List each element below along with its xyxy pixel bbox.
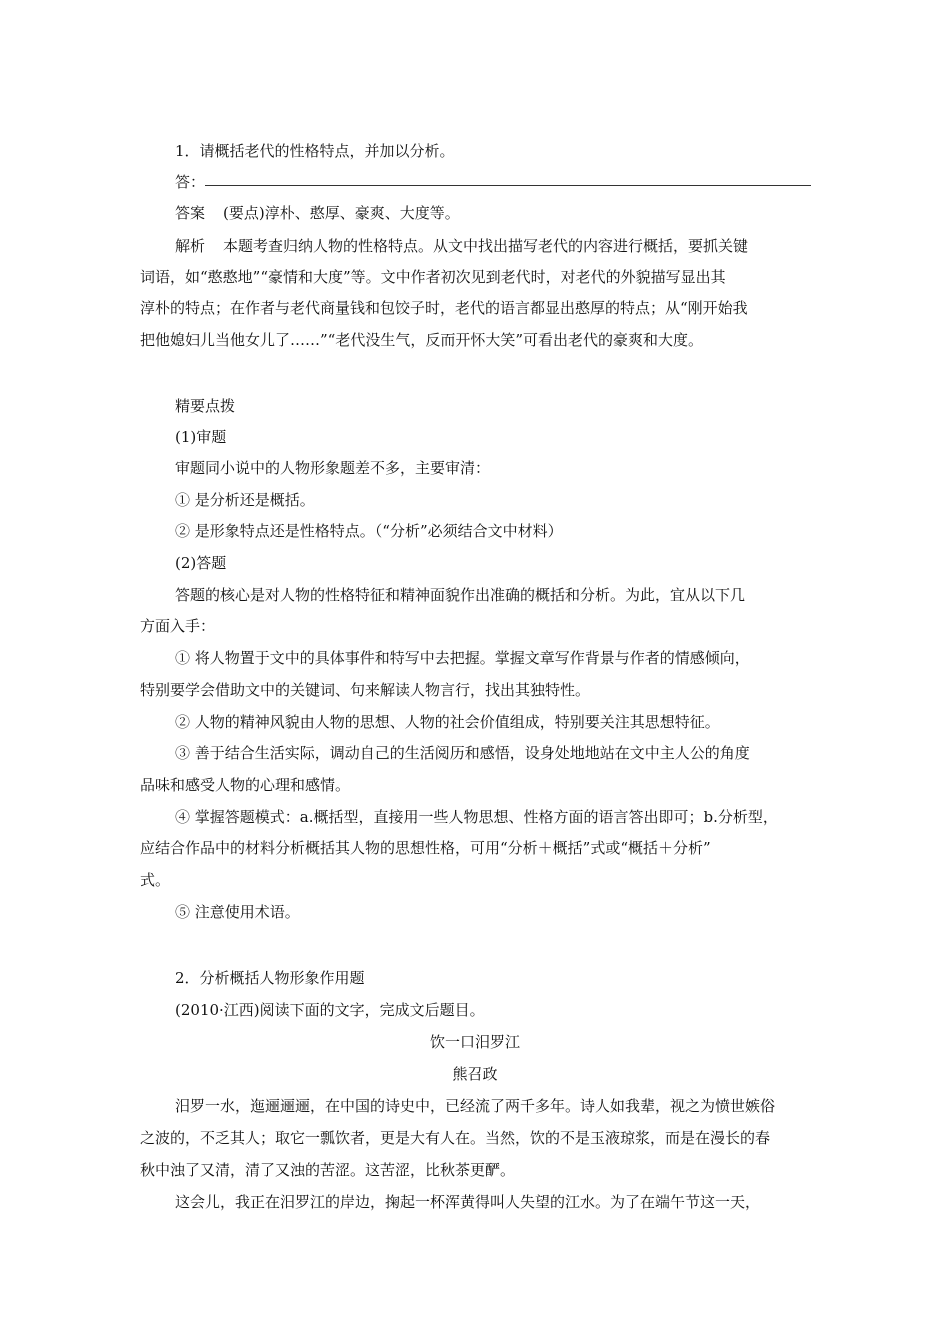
tips-item-3: ③ 善于结合生活实际，调动自己的生活阅历和感悟，设身处地地站在文中主人公的角度 <box>175 744 750 762</box>
tips-sub1: (1)审题 <box>175 428 227 446</box>
tips-item-4: 应结合作品中的材料分析概括其人物的思想性格，可用“分析＋概括”式或“概括＋分析” <box>140 839 711 857</box>
tips-item-4: ④ 掌握答题模式：a.概括型，直接用一些人物思想、性格方面的语言答出即可；b.分析型， <box>175 808 778 826</box>
tips-sub1-item: ② 是形象特点还是性格特点。（“分析”必须结合文中材料） <box>175 522 563 540</box>
article-paragraph: 之波的，不乏其人；取它一瓢饮者，更是大有人在。当然，饮的不是玉液琼浆，而是在漫长的春 <box>140 1129 771 1147</box>
answer-label: 答： <box>175 173 206 191</box>
tips-sub2: (2)答题 <box>175 554 227 572</box>
article-paragraph: 汨罗一水，迤逦逦逦，在中国的诗史中，已经流了两千多年。诗人如我辈，视之为愤世嫉俗 <box>175 1097 776 1115</box>
tips-sub1-item: ① 是分析还是概括。 <box>175 491 315 509</box>
analysis-line <box>175 236 748 256</box>
question-1: 1．请概括老代的性格特点，并加以分析。 <box>175 142 455 160</box>
tips-item-3: 品味和感受人物的心理和感情。 <box>140 776 351 794</box>
tips-item-5: ⑤ 注意使用术语。 <box>175 903 300 921</box>
question-2-source: (2010·江西)阅读下面的文字，完成文后题目。 <box>175 1001 485 1019</box>
tips-item-1: ① 将人物置于文中的具体事件和特写中去把握。掌握文章写作背景与作者的情感倾向， <box>175 649 750 667</box>
tips-sub2-intro: 答题的核心是对人物的性格特征和精神面貌作出准确的概括和分析。为此，宜从以下几 <box>175 586 746 604</box>
article-paragraph: 这会儿，我正在汨罗江的岸边，掬起一杯浑黄得叫人失望的江水。为了在端午节这一天， <box>175 1193 761 1211</box>
answer-blank-line[interactable] <box>205 185 811 186</box>
article-paragraph: 秋中浊了又清，清了又浊的苦涩。这苦涩，比秋茶更酽。 <box>140 1161 516 1179</box>
answer-key <box>175 203 460 223</box>
tips-sub2-intro: 方面入手： <box>140 617 216 635</box>
analysis-label: 解析 <box>175 237 206 255</box>
analysis-text: 本题考查归纳人物的性格特点。从文中找出描写老代的内容进行概括，要抓关键 <box>223 237 749 255</box>
article-author: 熊召政 <box>452 1065 498 1083</box>
tips-sub1-intro: 审题同小说中的人物形象题差不多，主要审清： <box>175 459 491 477</box>
analysis-line: 淳朴的特点；在作者与老代商量钱和包饺子时，老代的语言都显出憨厚的特点；从“刚开始我 <box>140 299 748 317</box>
tips-item-1: 特别要学会借助文中的关键词、句来解读人物言行，找出其独特性。 <box>140 681 591 699</box>
analysis-line: 把他媳妇儿当他女儿了……”“老代没生气，反而开怀大笑”可看出老代的豪爽和大度。 <box>140 331 704 349</box>
tips-heading: 精要点拨 <box>175 397 236 415</box>
tips-item-4: 式。 <box>140 871 171 889</box>
question-2-heading: 2．分析概括人物形象作用题 <box>175 969 365 987</box>
analysis-line: 词语，如“憨憨地”“豪情和大度”等。文中作者初次见到老代时，对老代的外貌描写显出其 <box>140 268 726 286</box>
answer-key-label: 答案 <box>175 204 206 222</box>
article-title: 饮一口汨罗江 <box>429 1033 520 1051</box>
answer-key-text: (要点)淳朴、憨厚、豪爽、大度等。 <box>223 204 460 222</box>
tips-item-2: ② 人物的精神风貌由人物的思想、人物的社会价值组成，特别要关注其思想特征。 <box>175 713 720 731</box>
